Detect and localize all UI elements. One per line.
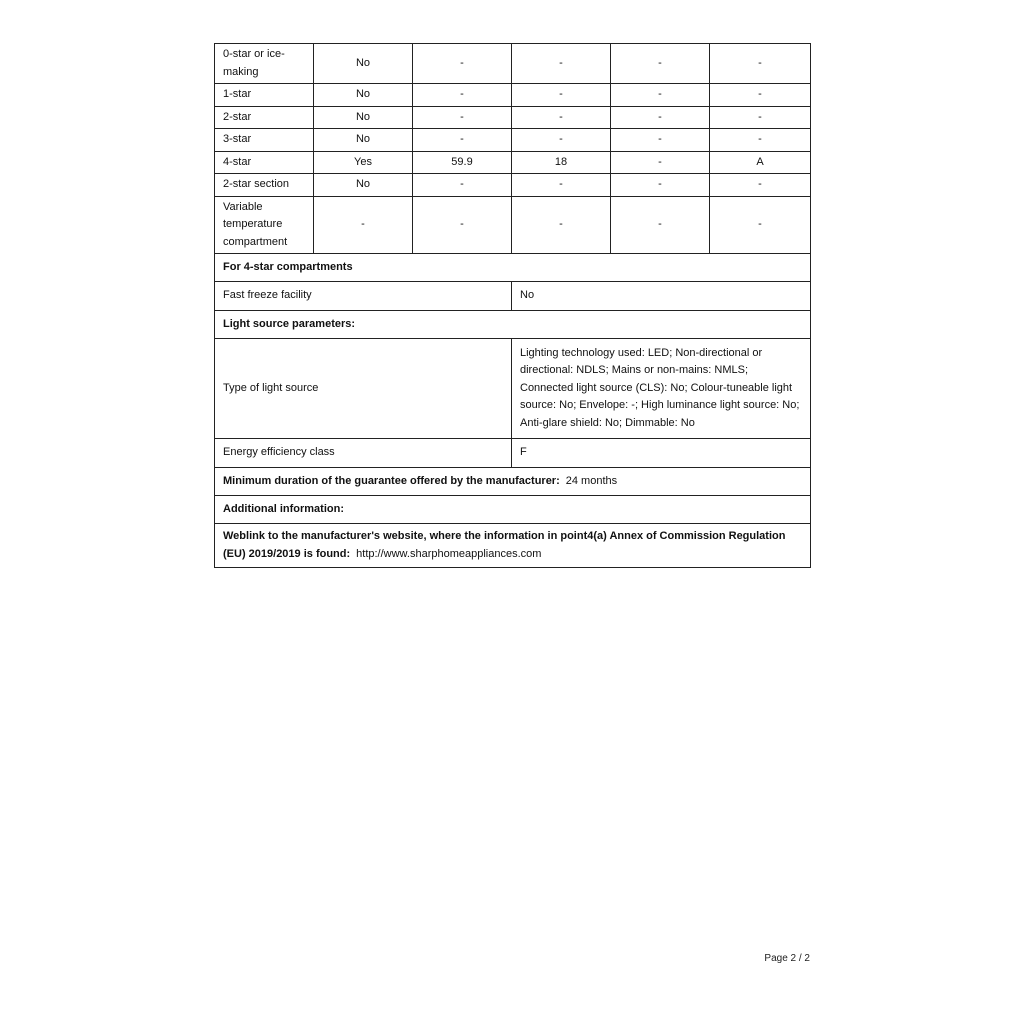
table-row: [215, 151, 811, 174]
fast-freeze-value: No: [512, 282, 811, 311]
guarantee-row: [215, 468, 811, 496]
compartment-present: No: [314, 106, 413, 129]
compartment-value: 18: [512, 151, 611, 174]
compartment-value: -: [611, 106, 710, 129]
light-source-type-label: Type of light source: [215, 339, 512, 439]
table-row: [215, 439, 811, 468]
additional-info-label: Additional information:: [215, 496, 811, 524]
compartment-value: -: [611, 151, 710, 174]
compartment-value: -: [611, 84, 710, 107]
section-heading-row: [215, 311, 811, 339]
table-row: [215, 84, 811, 107]
compartment-value: -: [611, 44, 710, 84]
fast-freeze-label: Fast freeze facility: [215, 282, 512, 311]
compartment-present: No: [314, 84, 413, 107]
compartment-value: -: [710, 106, 811, 129]
compartment-present: -: [314, 196, 413, 254]
compartment-present: No: [314, 174, 413, 197]
compartment-value: -: [512, 106, 611, 129]
guarantee-cell: [215, 468, 811, 496]
compartment-value: -: [611, 196, 710, 254]
compartment-name: 0-star or ice-making: [215, 44, 314, 84]
table-row: [215, 196, 811, 254]
compartment-name: 2-star: [215, 106, 314, 129]
weblink-label: Weblink to the manufacturer's website, where the information in point4(a) Annex of Commission Regulation (EU) 2019/2019 is found:: [223, 530, 786, 560]
table-row: [215, 129, 811, 152]
four-star-heading: For 4-star compartments: [215, 254, 811, 282]
compartment-present: No: [314, 44, 413, 84]
compartment-value: A: [710, 151, 811, 174]
energy-efficiency-value: F: [512, 439, 811, 468]
compartment-value: -: [413, 106, 512, 129]
compartment-value: -: [710, 44, 811, 84]
weblink-cell: [215, 524, 811, 568]
compartment-value: -: [413, 129, 512, 152]
compartment-value: -: [512, 44, 611, 84]
energy-efficiency-label: Energy efficiency class: [215, 439, 512, 468]
table-row: [215, 44, 811, 84]
section-heading-row: [215, 254, 811, 282]
additional-info-row: [215, 496, 811, 524]
compartment-value: -: [611, 174, 710, 197]
compartment-name: 2-star section: [215, 174, 314, 197]
guarantee-value: 24 months: [565, 474, 618, 487]
compartment-value: -: [512, 196, 611, 254]
page-number: Page 2 / 2: [764, 953, 810, 964]
compartment-value: -: [413, 44, 512, 84]
compartment-value: 59.9: [413, 151, 512, 174]
table-row: [215, 106, 811, 129]
compartment-value: -: [512, 84, 611, 107]
compartment-value: -: [512, 174, 611, 197]
compartment-value: -: [710, 129, 811, 152]
product-information-table: [214, 43, 811, 568]
compartment-value: -: [611, 129, 710, 152]
compartment-present: Yes: [314, 151, 413, 174]
weblink-url[interactable]: http://www.sharphomeappliances.com: [356, 547, 542, 560]
compartment-value: -: [710, 174, 811, 197]
compartment-name: 4-star: [215, 151, 314, 174]
compartment-name: 1-star: [215, 84, 314, 107]
compartment-value: -: [512, 129, 611, 152]
compartment-name: 3-star: [215, 129, 314, 152]
light-source-heading: Light source parameters:: [215, 311, 811, 339]
compartment-value: -: [710, 84, 811, 107]
compartment-present: No: [314, 129, 413, 152]
compartment-value: -: [413, 84, 512, 107]
table-row: [215, 174, 811, 197]
guarantee-label: Minimum duration of the guarantee offered by the manufacturer:: [223, 474, 560, 487]
weblink-row: [215, 524, 811, 568]
compartment-value: -: [710, 196, 811, 254]
table-row: [215, 339, 811, 439]
table-row: [215, 282, 811, 311]
compartment-name: Variable temperature compartment: [215, 196, 314, 254]
light-source-type-value: Lighting technology used: LED; Non-directional or directional: NDLS; Mains or non-mains: NMLS; Connected light source (CLS): No; Colour-tuneable light source: No; Envelope: -; High luminance light source: No; Anti-glare shield: No; Dimmable: No: [512, 339, 811, 439]
compartment-value: -: [413, 174, 512, 197]
compartment-value: -: [413, 196, 512, 254]
